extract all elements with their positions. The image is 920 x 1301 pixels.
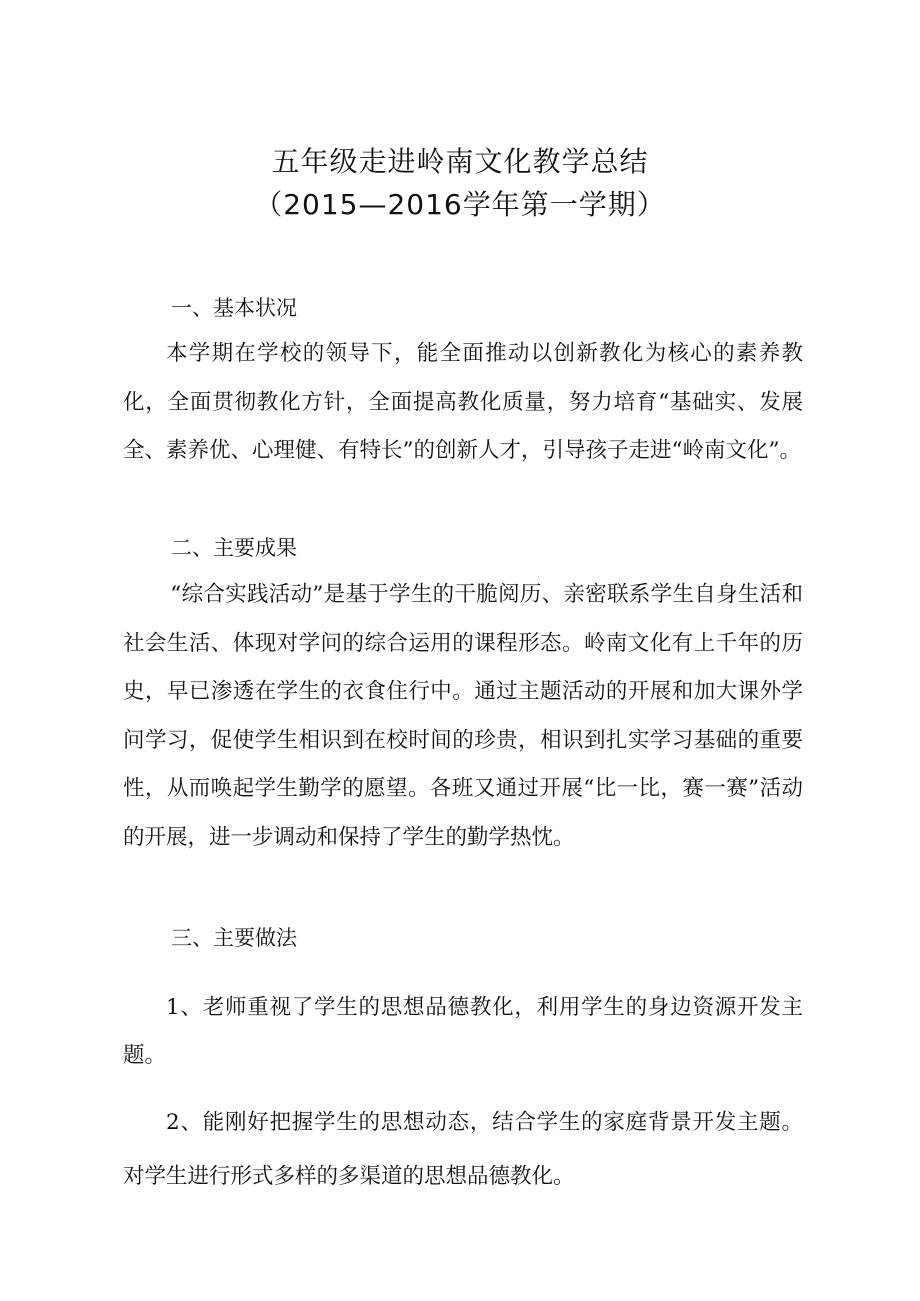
method-item-2: 2、能刚好把握学生的思想动态，结合学生的家庭背景开发主题。对学生进行形式多样的多渠道的思想品德教化。 (123, 1110, 803, 1189)
section-paragraph-main-results: “综合实践活动”是基于学生的干脆阅历、亲密联系学生自身生活和社会生活、体现对学问的综合运用的课程形态。岭南文化有上千年的历史，早已渗透在学生的衣食住行中。通过主题活动的开展和加大课外学问学习，促使学生相识到在校时间的珍贵，相识到扎实学习基础的重要性，从而唤起学生勤学的愿望。各班又通过开展“比一比，赛一赛”活动的开展，进一步调动和保持了学生的勤学热忱。 (123, 582, 803, 850)
section-heading-basic-status: 一、基本状况 (171, 296, 297, 320)
section-heading-main-results: 二、主要成果 (171, 536, 297, 560)
section-paragraph-basic-status: 本学期在学校的领导下，能全面推动以创新教化为核心的素养教化，全面贯彻教化方针，全面提高教化质量，努力培育“基础实、发展全、素养优、心理健、有特长”的创新人才，引导孩子走进“岭南文化”。 (123, 341, 803, 463)
section-heading-main-methods: 三、主要做法 (171, 926, 297, 950)
method-item-1: 1、老师重视了学生的思想品德教化，利用学生的身边资源开发主题。 (123, 995, 803, 1068)
document-subtitle: （2015—2016学年第一学期） (254, 188, 666, 221)
document-title: 五年级走进岭南文化教学总结 (271, 145, 649, 178)
